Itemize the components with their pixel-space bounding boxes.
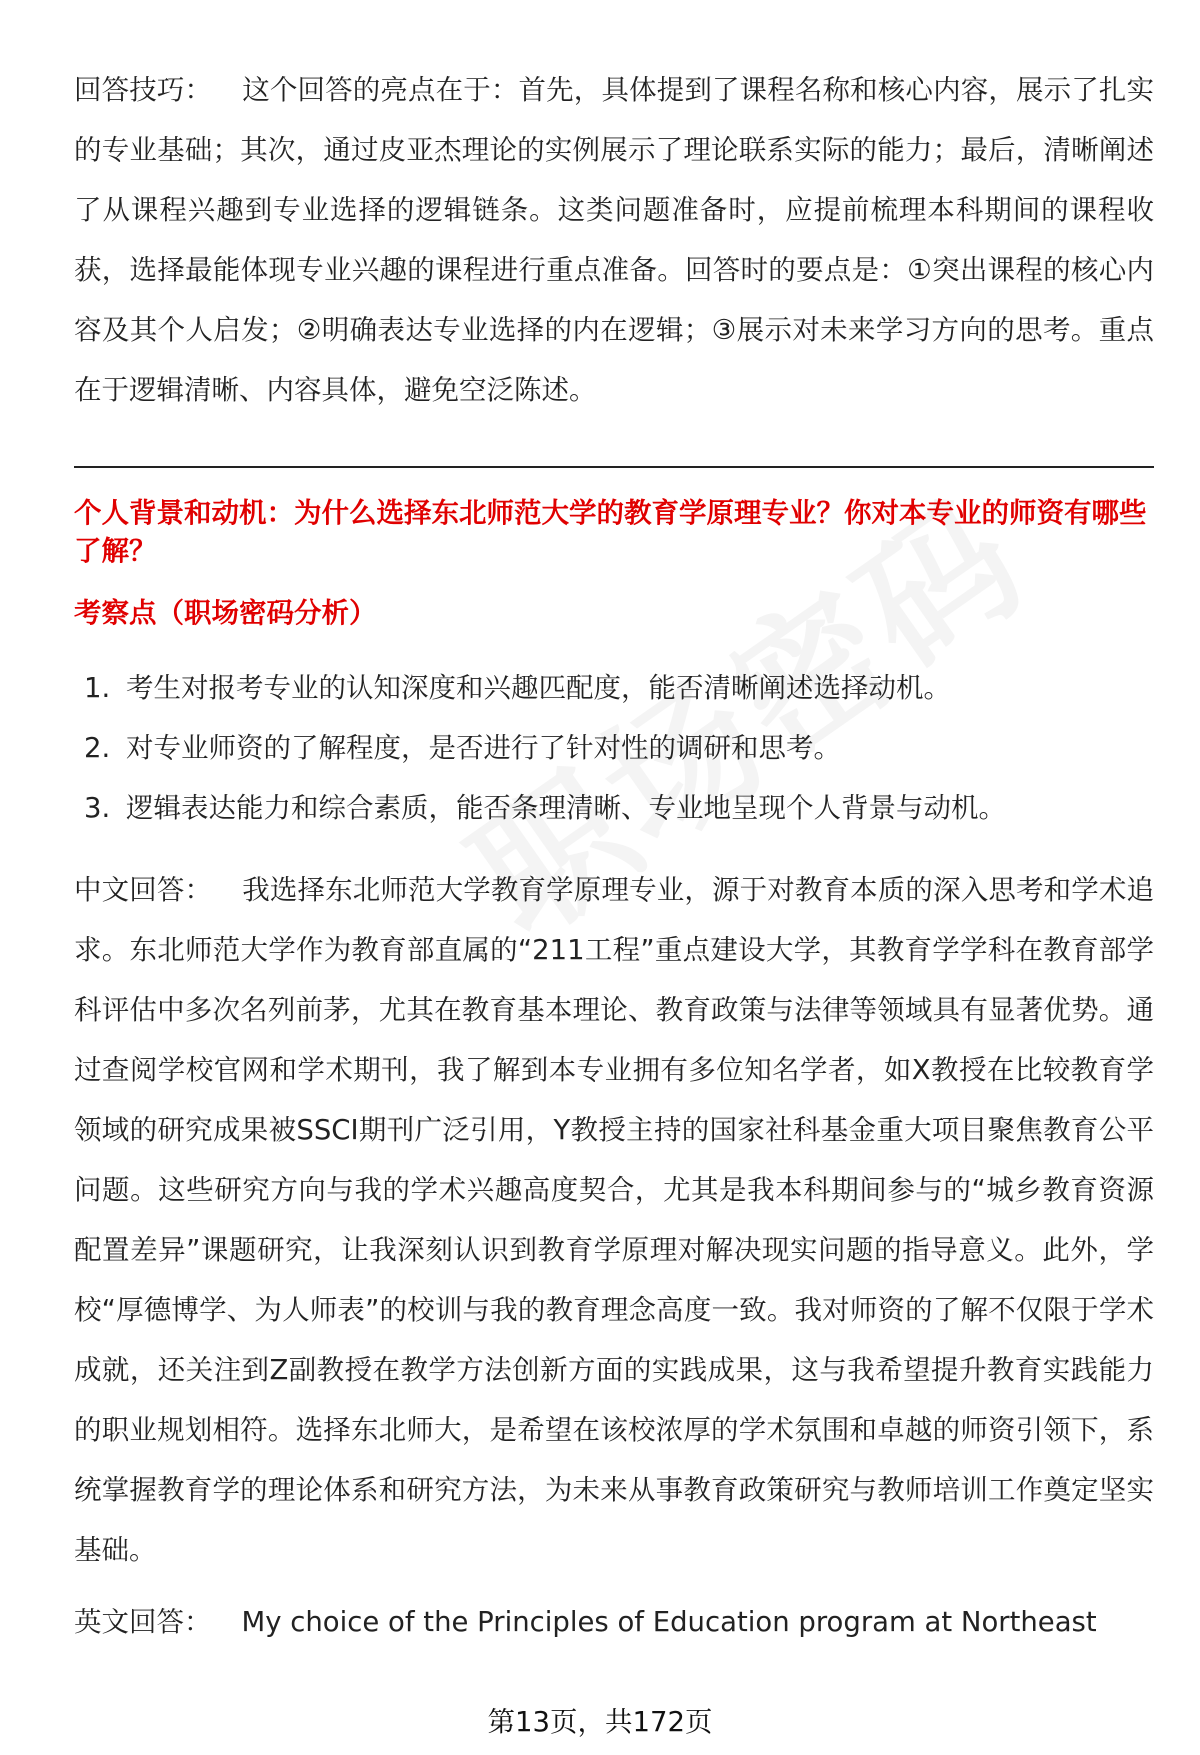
page-number-footer: 第13页，共172页 <box>487 1706 713 1738</box>
list-item <box>74 778 1154 838</box>
answer-tip-label: 回答技巧： <box>74 74 213 106</box>
section-divider <box>74 466 1154 468</box>
list-item <box>74 658 1154 718</box>
answer-tip-text: 这个回答的亮点在于：首先，具体提到了课程名称和核心内容，展示了扎实的专业基础；其次，通过皮亚杰理论的实例展示了理论联系实际的能力；最后，清晰阐述了从课程兴趣到专业选择的逻辑链条。这类问题准备时，应提前梳理本科期间的课程收获，选择最能体现专业兴趣的课程进行重点准备。回答时的要点是：①突出课程的核心内容及其个人启发；②明确表达专业选择的内在逻辑；③展示对未来学习方向的思考。重点在于逻辑清晰、内容具体，避免空泛陈述。 <box>74 74 1155 406</box>
list-item-text: 对专业师资的了解程度，是否进行了针对性的调研和思考。 <box>126 732 841 764</box>
chinese-answer-label: 中文回答： <box>74 874 213 906</box>
english-answer-text: My choice of the Principles of Education program at Northeast <box>241 1606 1097 1638</box>
list-item-number: 3. <box>84 792 111 824</box>
list-item-number: 1. <box>84 672 111 704</box>
chinese-answer-paragraph <box>74 860 1154 1580</box>
question-title: 个人背景和动机：为什么选择东北师范大学的教育学原理专业？你对本专业的师资有哪些了解？ <box>74 497 1147 567</box>
list-item-text: 考生对报考专业的认知深度和兴趣匹配度，能否清晰阐述选择动机。 <box>126 672 951 704</box>
assessment-points-heading: 考察点（职场密码分析） <box>74 597 377 629</box>
list-item-text: 逻辑表达能力和综合素质，能否条理清晰、专业地呈现个人背景与动机。 <box>126 792 1006 824</box>
assessment-points-list <box>74 658 1154 838</box>
document-body <box>74 60 1154 1644</box>
list-item <box>74 718 1154 778</box>
answer-tip-paragraph <box>74 60 1154 420</box>
chinese-answer-text: 我选择东北师范大学教育学原理专业，源于对教育本质的深入思考和学术追求。东北师范大学作为教育部直属的“211工程”重点建设大学，其教育学学科在教育部学科评估中多次名列前茅，尤其在教育基本理论、教育政策与法律等领域具有显著优势。通过查阅学校官网和学术期刊，我了解到本专业拥有多位知名学者，如X教授在比较教育学领域的研究成果被SSCI期刊广泛引用，Y教授主持的国家社科基金重大项目聚焦教育公平问题。这些研究方向与我的学术兴趣高度契合，尤其是我本科期间参与的“城乡教育资源配置差异”课题研究，让我深刻认识到教育学原理对解决现实问题的指导意义。此外，学校“厚德博学、为人师表”的校训与我的教育理念高度一致。我对师资的了解不仅限于学术成就，还关注到Z副教授在教学方法创新方面的实践成果，这与我希望提升教育实践能力的职业规划相符。选择东北师大，是希望在该校浓厚的学术氛围和卓越的师资引领下，系统掌握教育学的理论体系和研究方法，为未来从事教育政策研究与教师培训工作奠定坚实基础。 <box>74 874 1155 1566</box>
english-answer-label: 英文回答： <box>74 1606 212 1638</box>
list-item-number: 2. <box>84 732 111 764</box>
english-answer-paragraph <box>74 1600 1154 1644</box>
